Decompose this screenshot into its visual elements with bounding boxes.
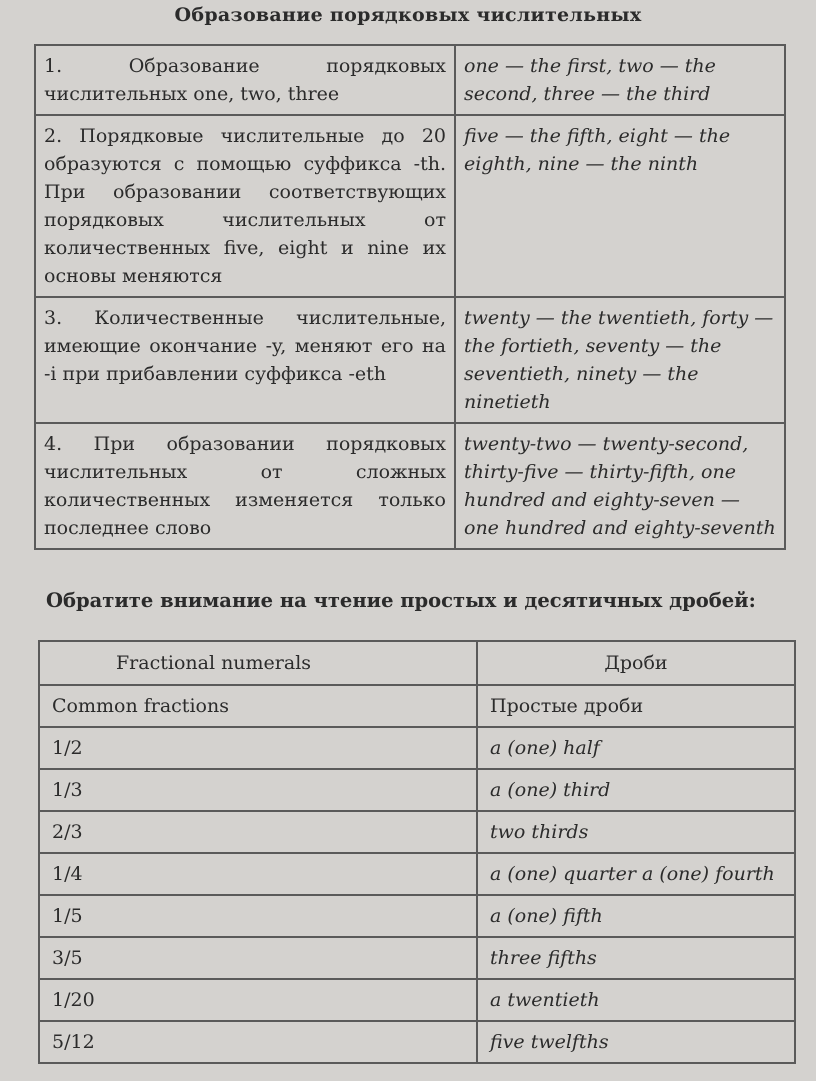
page-title: Образование порядковых числительных	[174, 4, 642, 26]
rule-example: twenty-two — twenty-second, thirty-five — thirty-fifth, one hundred and eighty-seven — one hundred and eighty-seventh	[455, 423, 785, 549]
fraction-value: 1/2	[39, 727, 477, 769]
fraction-reading: a (one) third	[477, 769, 795, 811]
fractions-table	[38, 640, 796, 1064]
fraction-value: 3/5	[39, 937, 477, 979]
rule-text: 2. Порядковые числительные до 20 образуются с помощью суффикса -th. При образовании соответствующих порядковых числительных от количественных five, eight и nine их основы меняются	[35, 115, 455, 297]
table-header-row	[39, 641, 795, 685]
table-row	[35, 115, 785, 297]
fraction-reading: a twentieth	[477, 979, 795, 1021]
table-row	[39, 853, 795, 895]
rule-text: 3. Количественные числительные, имеющие окончание -y, меняют его на -i при прибавлении суффикса -eth	[35, 297, 455, 423]
rule-example: twenty — the twentieth, forty — the fortieth, seventy — the seventieth, ninety — the ninetieth	[455, 297, 785, 423]
table-row	[39, 769, 795, 811]
ordinal-rules-table	[34, 44, 786, 550]
fraction-reading: five twelfths	[477, 1021, 795, 1063]
fraction-reading: two thirds	[477, 811, 795, 853]
table-subheader-row	[39, 685, 795, 727]
fraction-value: 1/20	[39, 979, 477, 1021]
table-row	[35, 423, 785, 549]
table-row	[39, 727, 795, 769]
subheader-common-fractions: Common fractions	[39, 685, 477, 727]
table-row	[39, 937, 795, 979]
rule-example: one — the first, two — the second, three — the third	[455, 45, 785, 115]
table-row	[35, 297, 785, 423]
fraction-value: 5/12	[39, 1021, 477, 1063]
table-row	[39, 979, 795, 1021]
subheader-prostye-drobi: Простые дроби	[477, 685, 795, 727]
rule-text: 1. Образование порядковых числительных one, two, three	[35, 45, 455, 115]
fraction-reading: a (one) fifth	[477, 895, 795, 937]
rule-text: 4. При образовании порядковых числительных от сложных количественных изменяется только последнее слово	[35, 423, 455, 549]
fraction-reading: a (one) quarter a (one) fourth	[477, 853, 795, 895]
header-drobi: Дроби	[477, 641, 795, 685]
fraction-value: 1/3	[39, 769, 477, 811]
table-row	[39, 1021, 795, 1063]
fraction-value: 2/3	[39, 811, 477, 853]
fraction-value: 1/5	[39, 895, 477, 937]
header-fractional-numerals: Fractional numerals	[39, 641, 477, 685]
table-row	[39, 811, 795, 853]
rule-example: five — the fifth, eight — the eighth, nine — the ninth	[455, 115, 785, 297]
fraction-reading: three fifths	[477, 937, 795, 979]
fraction-reading: a (one) half	[477, 727, 795, 769]
table-row	[39, 895, 795, 937]
table-row	[35, 45, 785, 115]
fractions-note: Обратите внимание на чтение простых и десятичных дробей:	[46, 589, 756, 612]
fraction-value: 1/4	[39, 853, 477, 895]
